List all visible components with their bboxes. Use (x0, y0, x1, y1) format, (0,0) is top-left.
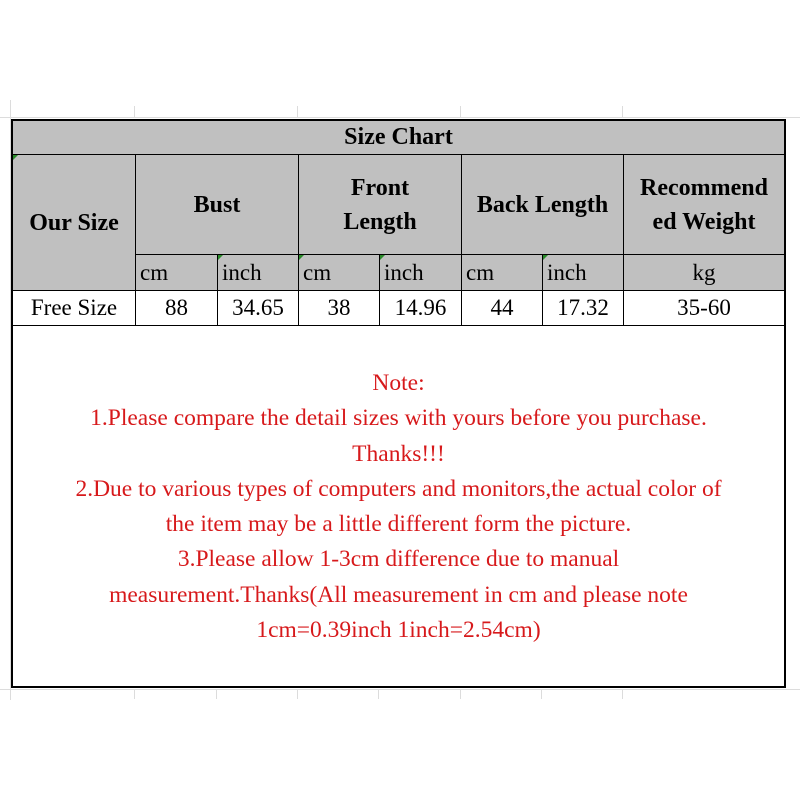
header-front-length (299, 155, 462, 255)
gridline (622, 106, 623, 118)
gridline (0, 117, 800, 118)
value-cell: 38 (299, 291, 380, 326)
notes-block (13, 366, 784, 648)
header-weight-line2: ed Weight (652, 208, 756, 235)
gridline (297, 106, 298, 118)
unit-cell: cm (136, 255, 218, 291)
unit-cell: kg (624, 255, 784, 291)
value-cell: 34.65 (218, 291, 299, 326)
gridline (541, 689, 542, 699)
note-line: 1.Please compare the detail sizes with yours before you purchase. (90, 405, 707, 432)
gridline (460, 689, 461, 699)
header-our-size: Our Size (13, 155, 136, 291)
value-cell: 88 (136, 291, 218, 326)
gridline (216, 689, 217, 699)
note-line: Note: (372, 370, 425, 396)
gridline (622, 689, 623, 699)
unit-cell: inch (218, 255, 299, 291)
header-front-length-line1: Front (350, 174, 410, 201)
value-cell: 14.96 (380, 291, 462, 326)
cell-marker (218, 255, 223, 260)
gridline (297, 689, 298, 699)
unit-cell: cm (462, 255, 543, 291)
cell-marker (299, 255, 304, 260)
note-line: measurement.Thanks(All measurement in cm and please note (109, 581, 688, 608)
size-cell: Free Size (13, 291, 136, 326)
header-recommended-weight (624, 155, 784, 255)
value-cell: 17.32 (543, 291, 624, 326)
note-line: the item may be a little different form the picture. (165, 511, 632, 538)
note-line: Thanks!!! (352, 440, 445, 467)
gridline (134, 106, 135, 118)
gridline (134, 689, 135, 699)
unit-cell: inch (543, 255, 624, 291)
cell-marker (380, 255, 385, 260)
note-line: 2.Due to various types of computers and monitors,the actual color of (75, 475, 722, 502)
note-line: 1cm=0.39inch 1inch=2.54cm) (256, 617, 541, 644)
note-line: 3.Please allow 1-3cm difference due to manual (177, 546, 620, 573)
header-weight-line1: Recommend (640, 174, 768, 201)
gridline (460, 106, 461, 118)
cell-marker (13, 155, 18, 160)
header-back-length: Back Length (462, 155, 624, 255)
value-cell: 35-60 (624, 291, 784, 326)
chart-title: Size Chart (13, 121, 784, 155)
gridline (0, 689, 800, 690)
gridline (378, 689, 379, 699)
cell-marker (543, 255, 548, 260)
value-cell: 44 (462, 291, 543, 326)
size-chart-table (11, 119, 786, 688)
unit-cell: cm (299, 255, 380, 291)
header-front-length-line2: Length (343, 208, 417, 235)
header-bust: Bust (136, 155, 299, 255)
unit-cell: inch (380, 255, 462, 291)
